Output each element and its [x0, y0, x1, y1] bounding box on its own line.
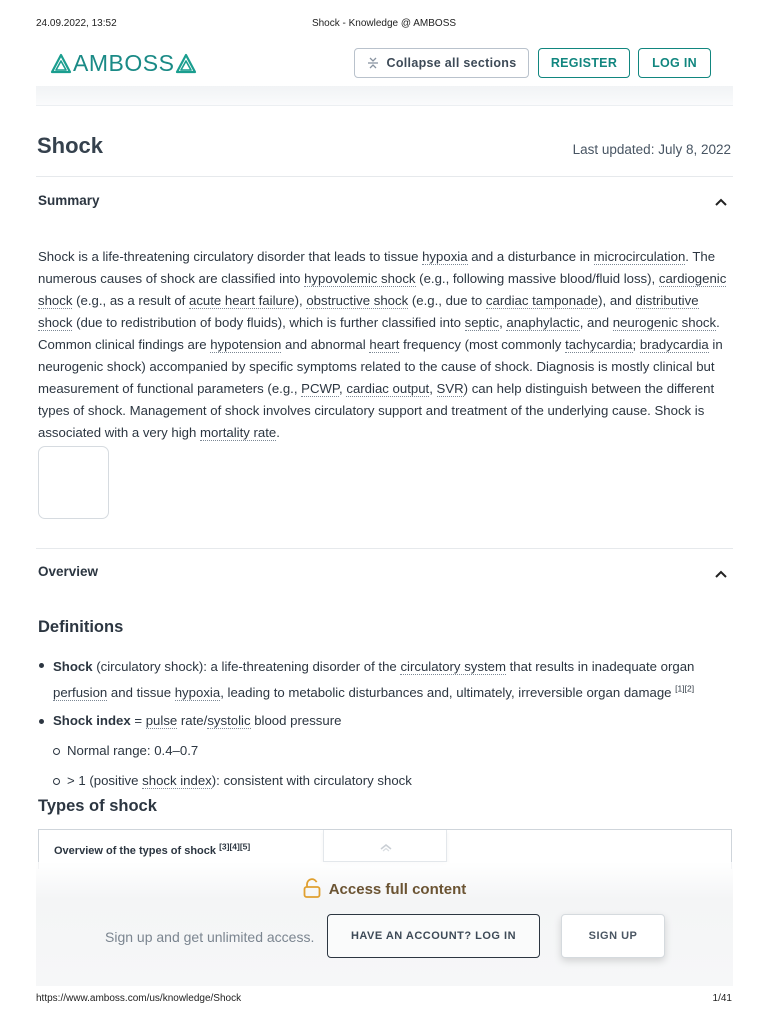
divider	[36, 548, 733, 549]
table-expand-tab[interactable]	[323, 830, 447, 862]
link-hypoxia[interactable]: hypoxia	[174, 685, 221, 700]
link-pulse[interactable]: pulse	[145, 713, 178, 728]
link-neurogenic-shock[interactable]: neurogenic shock	[612, 315, 717, 330]
types-of-shock-heading: Types of shock	[38, 797, 157, 815]
link-shock-index[interactable]: shock index	[142, 773, 212, 788]
paywall-message: Sign up and get unlimited access.	[105, 929, 315, 945]
chevron-double-up-icon	[379, 842, 393, 852]
link-cardiogenic-shock[interactable]: cardiogenic shock	[38, 271, 727, 308]
login-button[interactable]: LOG IN	[638, 48, 711, 78]
link-hypoxia[interactable]: hypoxia	[422, 249, 468, 264]
link-microcirculation[interactable]: microcirculation	[593, 249, 686, 264]
print-datetime: 24.09.2022, 13:52	[36, 18, 117, 29]
link-septic[interactable]: septic	[464, 315, 500, 330]
summary-text: Shock is a life-threatening circulatory disorder that leads to tissue hypoxia and a disturbance in microcirculation. The numerous causes of shock are classified into hypovolemic shock (e.g., following massive blood/fluid loss), cardiogenic shock (e.g., as a result of acute heart failure), obstructive shock (e.g., due to cardiac tamponade), and distributive shock (due to redistribution of body fluids), which is further classified into septic, anaphylactic, and neurogenic shock. Common clinical findings are hypotension and abnormal heart frequency (most commonly tachycardia; bradycardia in neurogenic shock) accompanied by specific symptoms related to the cause of shock. Diagnosis is mostly clinical but measurement of functional parameters (e.g., PCWP, cardiac output, SVR) can help distinguish between the different types of shock. Management of shock involves circulatory support and treatment of the underlying cause. Shock is associated with a very high mortality rate.	[38, 249, 727, 440]
header-divider	[36, 86, 733, 106]
definitions-list	[38, 654, 732, 792]
top-bar	[36, 46, 733, 82]
definitions-heading: Definitions	[38, 618, 124, 636]
collapse-arrows-icon	[367, 56, 379, 70]
link-cardiac-tamponade[interactable]: cardiac tamponade	[485, 293, 599, 308]
link-systolic[interactable]: systolic	[207, 713, 251, 728]
divider	[36, 176, 733, 177]
section-heading-summary[interactable]: Summary	[38, 193, 100, 208]
link-acute-heart-failure[interactable]: acute heart failure	[189, 293, 295, 308]
print-url: https://www.amboss.com/us/knowledge/Shock	[36, 993, 242, 1004]
link-anaphylactic[interactable]: anaphylactic	[506, 315, 580, 330]
list-item: Shock (circulatory shock): a life-threatening disorder of the circulatory system that results in inadequate organ perfusion and tissue hypoxia, leading to metabolic disturbances and, ultimately, irreversible organ damage [1][2]	[38, 654, 732, 706]
link-circulatory-system[interactable]: circulatory system	[400, 659, 506, 674]
sign-up-button[interactable]: SIGN UP	[561, 914, 665, 958]
paywall-overlay	[36, 862, 733, 986]
section-heading-overview[interactable]: Overview	[38, 564, 99, 579]
link-distributive-shock[interactable]: distributive shock	[38, 293, 699, 330]
link-svr[interactable]: SVR	[436, 381, 464, 396]
paywall-title: Access full content	[36, 878, 733, 898]
list-item: Normal range: 0.4–0.7	[38, 740, 732, 762]
have-account-login-button[interactable]: HAVE AN ACCOUNT? LOG IN	[327, 914, 540, 958]
unlock-icon	[303, 878, 321, 898]
reference-marks[interactable]: [3][4][5]	[219, 841, 251, 852]
list-item: Shock index = pulse rate/systolic blood pressure	[38, 710, 732, 732]
link-perfusion[interactable]: perfusion	[53, 685, 108, 700]
list-item: > 1 (positive shock index): consistent with circulatory shock	[38, 770, 732, 792]
link-hypovolemic-shock[interactable]: hypovolemic shock	[304, 271, 416, 286]
link-mortality-rate[interactable]: mortality rate	[200, 425, 277, 440]
last-updated: Last updated: July 8, 2022	[572, 142, 731, 157]
media-thumbnail[interactable]	[38, 446, 109, 519]
logo-triangle-icon	[50, 53, 72, 75]
register-button[interactable]: REGISTER	[538, 48, 630, 78]
reference-marks[interactable]: [1][2]	[675, 683, 695, 694]
link-tachycardia[interactable]: tachycardia	[565, 337, 633, 352]
link-cardiac-output[interactable]: cardiac output	[346, 381, 430, 396]
link-bradycardia[interactable]: bradycardia	[639, 337, 709, 352]
link-obstructive-shock[interactable]: obstructive shock	[306, 293, 409, 308]
chevron-up-icon[interactable]	[714, 197, 728, 207]
page-title: Shock	[37, 133, 104, 158]
logo-triangle-icon	[175, 53, 197, 75]
link-pcwp[interactable]: PCWP	[301, 381, 340, 396]
table-caption: Overview of the types of shock [3][4][5]	[54, 841, 251, 857]
collapse-all-label: Collapse all sections	[386, 56, 517, 70]
link-hypotension[interactable]: hypotension	[210, 337, 282, 352]
logo-wordmark: AMBOSS	[73, 50, 175, 76]
link-heart[interactable]: heart	[369, 337, 400, 352]
chevron-up-icon[interactable]	[714, 569, 728, 579]
page-number: 1/41	[712, 993, 732, 1004]
print-title: Shock - Knowledge @ AMBOSS	[311, 18, 457, 29]
amboss-logo[interactable]	[50, 50, 197, 77]
collapse-all-button[interactable]	[354, 48, 529, 78]
